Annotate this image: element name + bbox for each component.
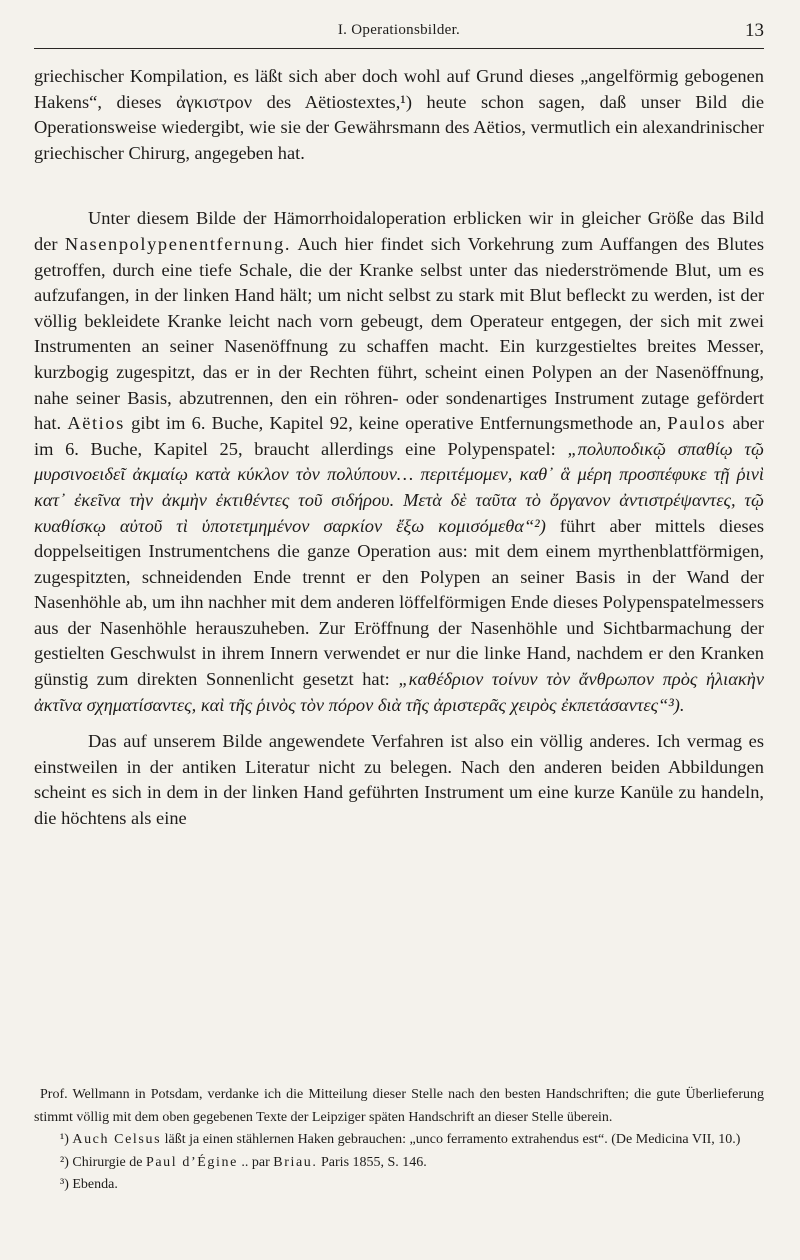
paragraph-2-part-4: aber im 6. Buche, Kapitel 25, braucht allerdings eine Polypenspatel: — [34, 413, 764, 459]
footnote-2-marker: ²) — [60, 1154, 69, 1170]
name-aetios: Aëtios — [67, 413, 125, 434]
paragraph-1: griechischer Kompilation, es läßt sich aber doch wohl auf Grund dieses „angelförmig gebogenen Hakens“, dieses ἀγκιστρον des Aëtiostextes,¹) heute schon sagen, daß unser Bild die Operationsweise wiedergibt, wie sie der Gewährsmann des Aëtios, vermutlich ein alexandrinischer griechischer Chirurg, angegeben hat. — [34, 66, 764, 163]
paragraph-spacer — [34, 166, 764, 206]
footnote-2-text-2: .. par — [241, 1154, 270, 1170]
paragraph-2-part-5: führt aber mittels dieses doppelseitigen Instrumentchens die ganze Operation aus: mit dem einem myrthenblattförmigen, zugespitzten, schneidenden Ende trennt er den Polypen an seiner Basis in der Wand der Nasenhöhle ab, um ihn nachher mit dem anderen löffelförmigen Ende dieses Polypenspatelmessers aus der Nasenhöhle herauszuheben. Zur Eröffnung der Nasenhöhle und Sichtbarmachung der gestielten Geschwulst in ihrem Innern verwendet er nur die linke Hand, nachdem er den Kranken günstig zum direkten Sonnenlicht gesetzt hat: — [34, 515, 765, 690]
page-header — [34, 18, 764, 49]
paragraph-2-part-3: gibt im 6. Buche, Kapitel 92, keine operative Entfernungsmethode an, — [131, 413, 662, 434]
running-head: I. Operationsbilder. — [337, 22, 461, 38]
greek-quotation-2: „καθέδριον τοίνυν τὸν ἄνθρωπον πρὸς ἡλιακὴν ἀκτῖνα σχηματίσαντες, καὶ τῆς ῥινὸς τὸν πόρον διὰ τῆς ἀριστερᾶς χειρὸς ἐκπετάσαντες“³). — [34, 669, 764, 715]
footnote-2-text-3: Paris 1855, S. 146. — [321, 1154, 427, 1170]
paragraph-2-part-2: Auch hier findet sich Vorkehrung zum Auffangen des Blutes getroffen, durch eine tiefe Schale, die der Kranke selbst unter das niederströmende Blut, um es aufzufangen, in der linken Hand hält; um nicht selbst zu stark mit Blut befleckt zu werden, ist der völlig bekleidete Kranke leicht nach vorn gebeugt, dem Operateur entgegen, der sich mit zwei Instrumenten an seiner Nasenöffnung zu schaffen macht. Ein kurzgestieltes breites Messer, kurzbogig zugespitzt, das er in der Rechten führt, scheint einen Polypen an der Nasenöffnung, nahe seiner Basis, abzutrennen, den ein röhren- oder sondenartiges Instrument zutage gefördert hat. — [34, 233, 764, 434]
footnote-1 — [34, 1129, 764, 1152]
greek-quotation-1: „πολυποδικῷ σπαθίῳ τῷ μυρσινοειδεῖ ἀκμαίῳ κατὰ κύκλον τὸν πολύπουν… περιτέμομεν, καθ᾽ ἃ μέρη προσπέφυκε τῇ ῥινὶ κατ᾽ ἐκεῖνα τὴν ἀκμὴν ἐκτιθέντες τοῦ σιδήρου. Μετὰ δὲ ταῦτα τὸ ὄργανον ἀντιστρέψαντες, τῷ κυαθίσκῳ αὐτοῦ τὶ ὑποτετμημένον σαρκίον ἔξω κομισόμεθα“²) — [34, 438, 764, 536]
footnote-3-marker: ³) — [60, 1177, 69, 1192]
footnote-3-text: Ebenda. — [72, 1177, 118, 1192]
paragraph-spacer — [34, 718, 764, 729]
footnote-2-author: Briau. — [273, 1154, 318, 1170]
name-paulos: Paulos — [667, 413, 727, 434]
footnote-2 — [34, 1152, 764, 1175]
term-nasenpolypenentfernung: Nasenpolypenentfernung. — [64, 233, 292, 254]
paragraph-2-part-1: Unter diesem Bilde der Hämorrhoidaloperation erblicken wir in gleicher Größe das Bild der — [34, 208, 764, 254]
footnote-1-marker: ¹) — [60, 1132, 69, 1147]
page-number: 13 — [745, 20, 764, 41]
paragraph-2 — [34, 206, 764, 718]
paragraph-3: Das auf unserem Bilde angewendete Verfahren ist also ein völlig anderes. Ich vermag es einstweilen in der antiken Literatur nicht zu belegen. Nach den anderen beiden Abbildungen scheint es sich in dem in der linken Hand geführten Instrument um eine kurze Kanüle zu handeln, die höchtens als eine — [34, 731, 764, 829]
footnote-2-name: Paul d’Égine — [145, 1154, 238, 1170]
footnotes — [34, 1084, 764, 1197]
footnote-2-text-1: Chirurgie de — [72, 1154, 143, 1170]
footnote-continuation: Prof. Wellmann in Potsdam, verdanke ich die Mitteilung dieser Stelle nach den besten Handschriften; die gute Überlieferung stimmt völlig mit dem oben gegebenen Texte der Leipziger späten Handschrift an dieser Stelle überein. — [34, 1087, 764, 1125]
footnote-1-text: läßt ja einen stählernen Haken gebrauchen: „unco ferramento extrahendus est“. (De Medicina VII, 10.) — [164, 1132, 741, 1147]
footnote-3 — [34, 1174, 764, 1197]
body-text — [34, 64, 764, 832]
footnote-1-name: Auch Celsus — [72, 1132, 162, 1147]
